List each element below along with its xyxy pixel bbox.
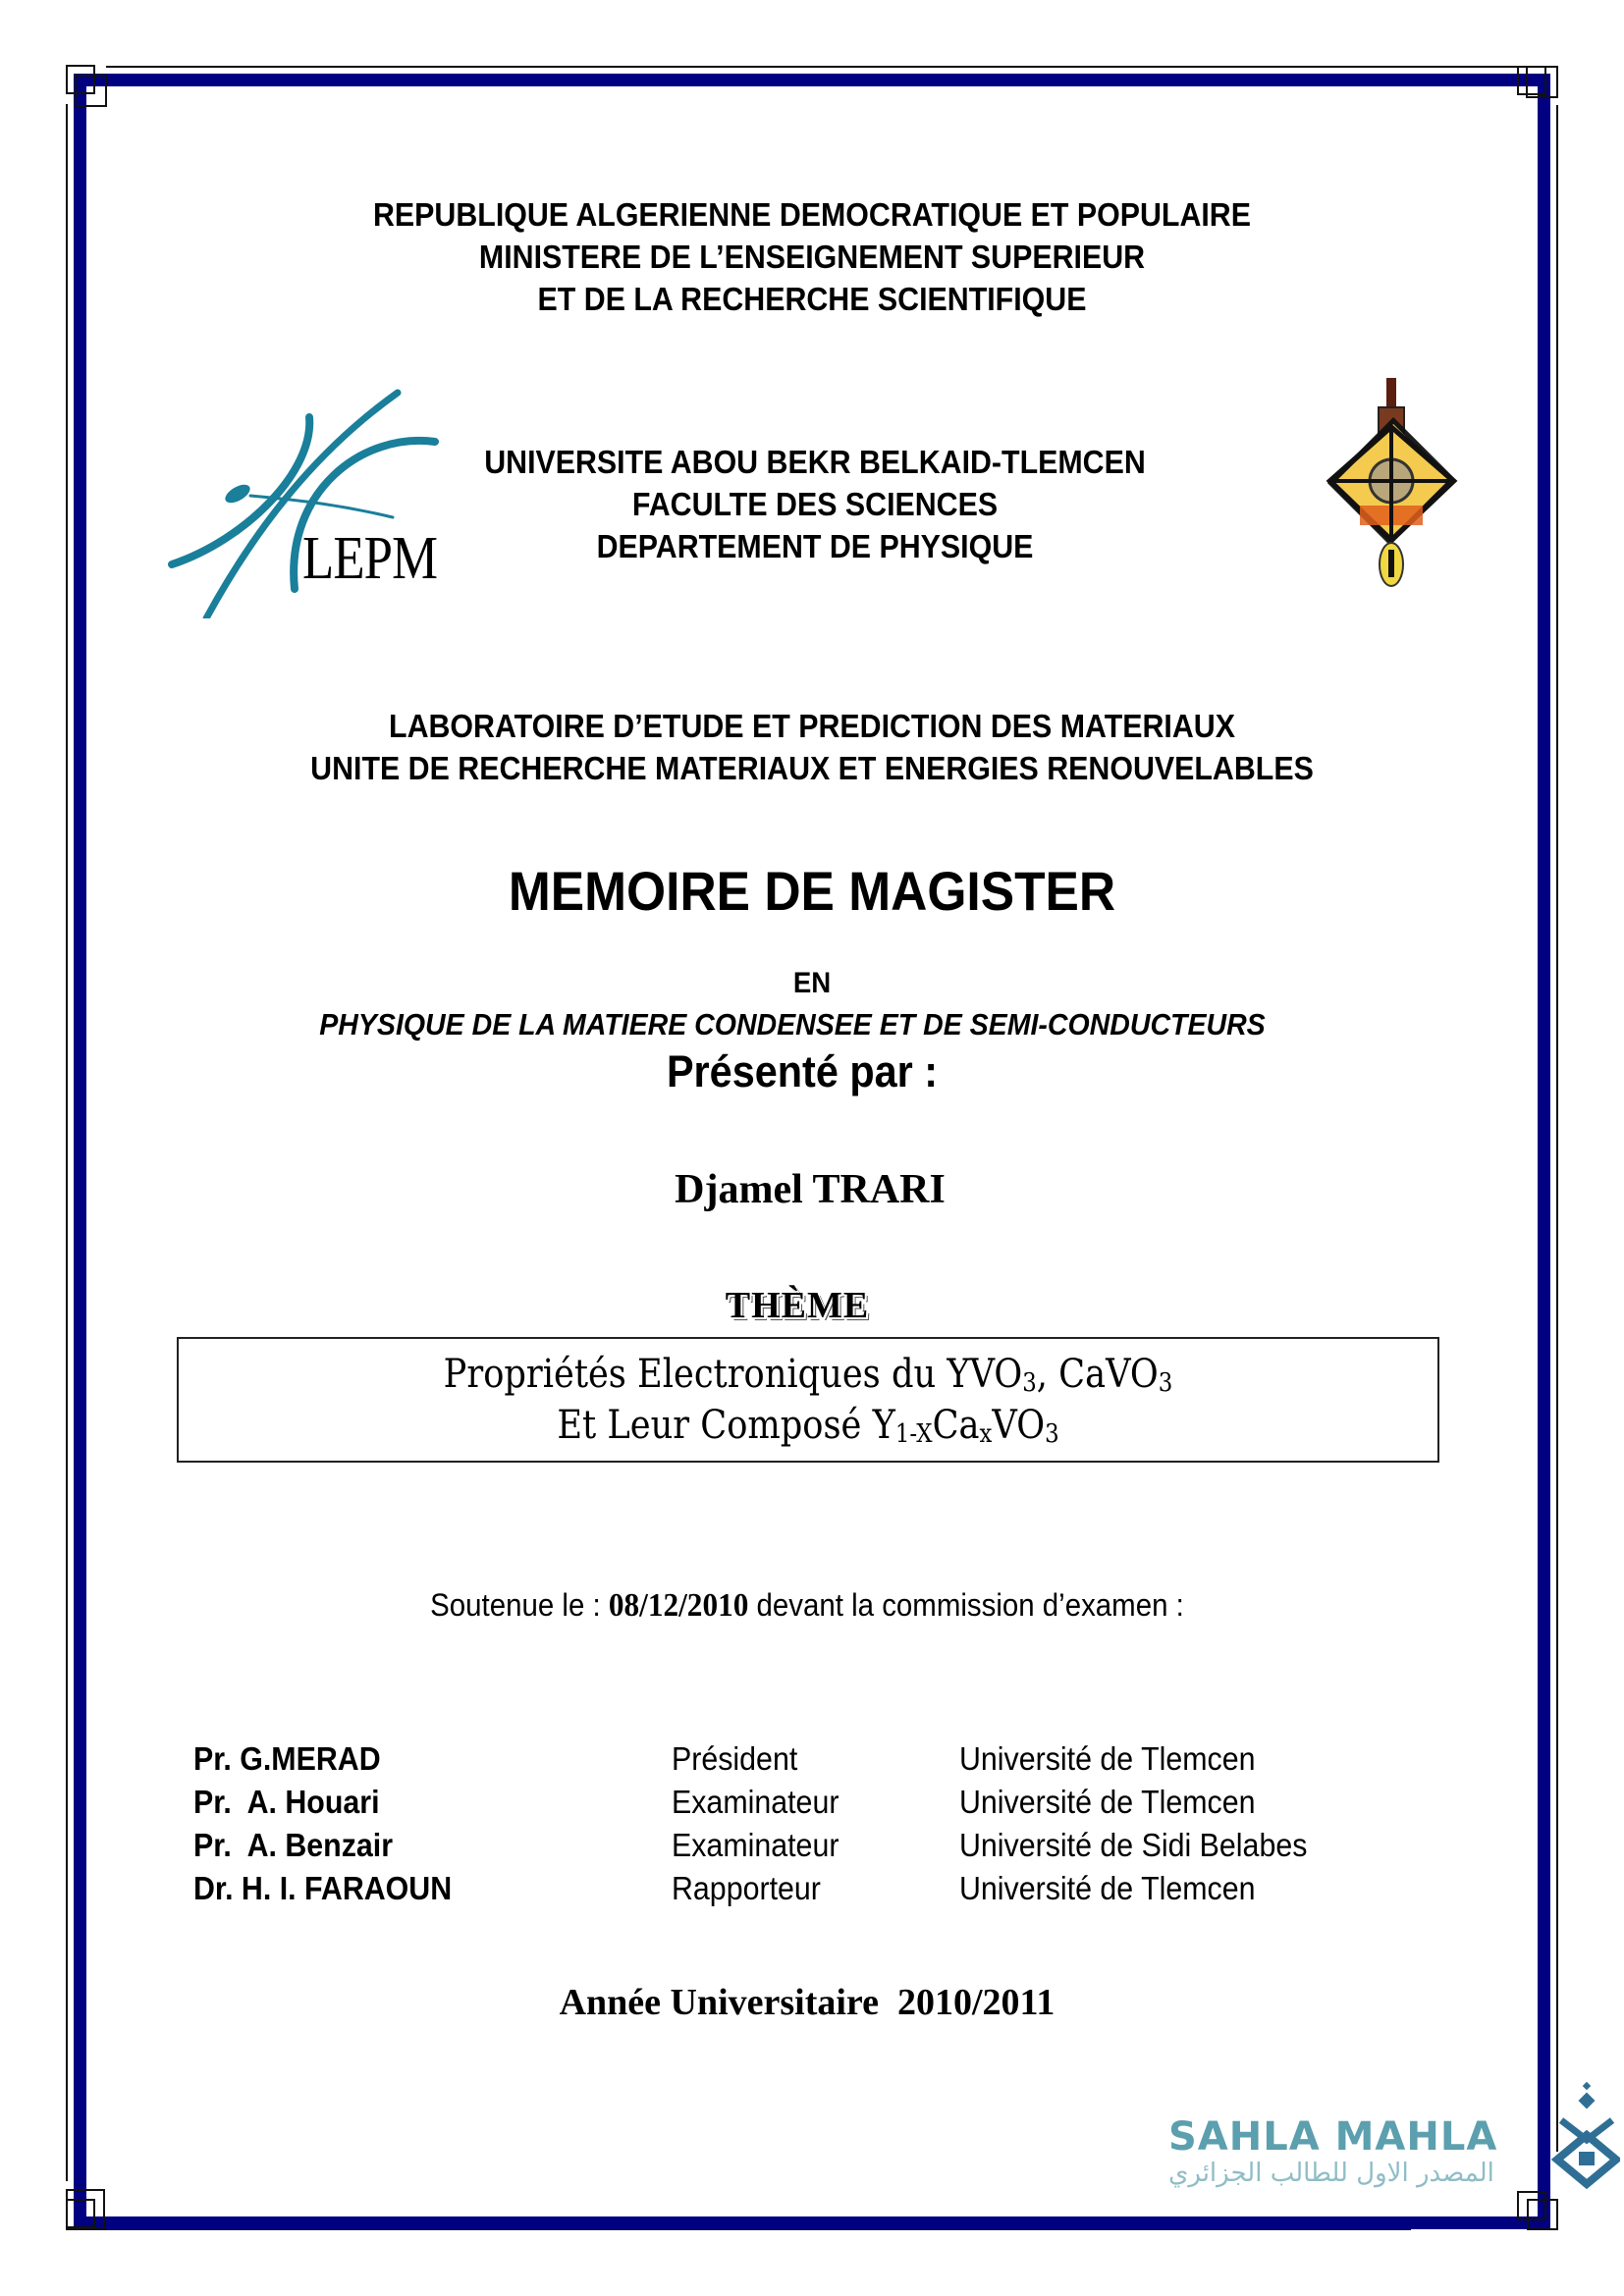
watermark-emblem-icon	[1551, 2081, 1620, 2189]
jury-member-name: Pr. A. Benzair	[193, 1827, 394, 1863]
header-research: ET DE LA RECHERCHE SCIENTIFIQUE	[537, 281, 1087, 317]
laboratory-name: LABORATOIRE D’ETUDE ET PREDICTION DES MATERIAUX	[389, 708, 1235, 744]
jury-member-institution: Université de Tlemcen	[959, 1784, 1256, 1820]
frame-line-left	[66, 104, 68, 2181]
watermark	[1168, 2115, 1600, 2223]
watermark-subtitle: المصدر الاول للطالب الجزائري	[1168, 2159, 1494, 2188]
corner-ornament-tr-2	[1526, 66, 1558, 98]
frame-line-right	[1556, 105, 1558, 2152]
lepm-logo-text: LEPM	[302, 525, 438, 592]
memoire-title: MEMOIRE DE MAGISTER	[508, 860, 1116, 922]
author-name: Djamel TRARI	[675, 1167, 946, 1212]
jury-member-name: Dr. H. I. FARAOUN	[193, 1870, 453, 1906]
jury-member-role: Président	[672, 1740, 798, 1777]
memoire-field: PHYSIQUE DE LA MATIERE CONDENSEE ET DE SEMI-CONDUCTEURS	[319, 1007, 1266, 1041]
jury-member-role: Examinateur	[672, 1784, 839, 1820]
academic-year: Année Universitaire 2010/2011	[559, 1982, 1056, 2023]
department-name: DEPARTEMENT DE PHYSIQUE	[596, 528, 1034, 564]
jury-member-role: Rapporteur	[672, 1870, 821, 1906]
jury-member-name: Pr. A. Houari	[193, 1784, 380, 1820]
presented-by: Présenté par :	[666, 1046, 939, 1096]
jury-member-name: Pr. G.MERAD	[193, 1740, 381, 1777]
jury-member-institution: Université de Tlemcen	[959, 1740, 1256, 1777]
corner-ornament-bl-2	[66, 2189, 105, 2230]
jury-member-institution: Université de Tlemcen	[959, 1870, 1256, 1906]
theme-title-line-2: Et Leur Composé $Y_{1-X}Ca_xVO_3$	[557, 1403, 1059, 1449]
header-republic: REPUBLIQUE ALGERIENNE DEMOCRATIQUE ET POPULAIRE	[372, 196, 1251, 233]
theme-label: THÈME	[725, 1285, 870, 1326]
university-name: UNIVERSITE ABOU BEKR BELKAID-TLEMCEN	[484, 444, 1146, 480]
defense-date: 08/12/2010	[608, 1587, 749, 1624]
faculty-name: FACULTE DES SCIENCES	[631, 486, 999, 522]
defense-statement	[60, 1586, 1554, 1625]
jury-member-institution: Université de Sidi Belabes	[959, 1827, 1308, 1863]
research-unit-name: UNITE DE RECHERCHE MATERIAUX ET ENERGIES RENOUVELABLES	[310, 750, 1314, 786]
watermark-title: SAHLA MAHLA	[1168, 2114, 1498, 2160]
memoire-en: EN	[792, 967, 832, 999]
defense-prefix: Soutenue le :	[430, 1587, 609, 1623]
university-emblem-icon	[1276, 358, 1473, 604]
corner-ornament-tl-2	[75, 75, 107, 107]
header-ministry: MINISTERE DE L’ENSEIGNEMENT SUPERIEUR	[478, 239, 1146, 275]
theme-title-line-1: Propriétés Electroniques du $YVO_3$, CaVO$_3$	[443, 1352, 1173, 1398]
university-emblem	[1276, 358, 1473, 604]
frame-line-top	[106, 66, 1557, 68]
jury-member-role: Examinateur	[672, 1827, 839, 1863]
defense-suffix: devant la commission d’examen :	[748, 1587, 1184, 1623]
theme-title-box	[177, 1337, 1439, 1463]
